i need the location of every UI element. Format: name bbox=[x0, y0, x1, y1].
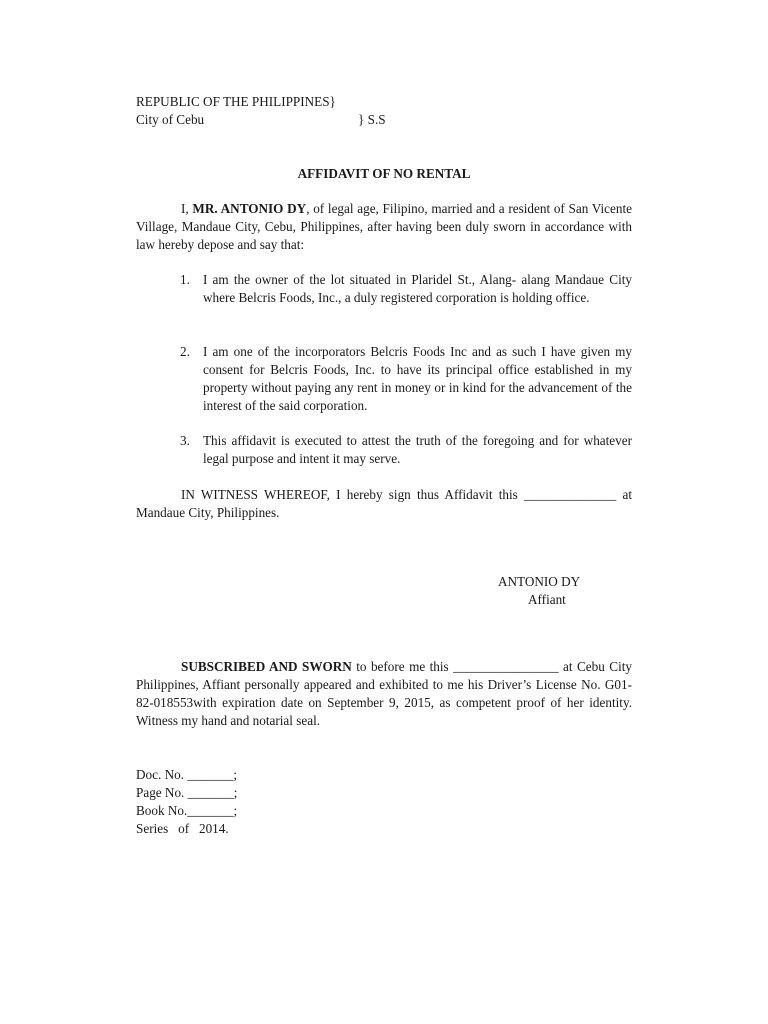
affiant-name-bold: MR. ANTONIO DY bbox=[192, 201, 307, 216]
doc-number: Doc. No. _______; bbox=[136, 767, 238, 782]
list-item-text: This affidavit is executed to attest the truth of the foregoing and for whatever legal purpose and intent it may serve. bbox=[203, 433, 632, 466]
jurat-heading: SUBSCRIBED AND SWORN bbox=[181, 659, 352, 674]
witness-paragraph: IN WITNESS WHEREOF, I hereby sign thus Affidavit this ______________ at Mandaue City, Philippines. bbox=[136, 487, 632, 520]
document-title bbox=[0, 165, 768, 183]
venue-city: City of Cebu bbox=[136, 112, 205, 127]
series-year: Series of 2014. bbox=[136, 821, 229, 836]
list-item-number: 1. bbox=[180, 272, 190, 287]
intro-paragraph bbox=[136, 200, 632, 254]
jurat-text: to before me this ________________ at Cebu City Philippines, Affiant personally appeared and exhibited to me his Driver’s License No. G01-82-018553with expiration date on September 9, 2015, as competent proof of her identity. Witness my hand and notarial seal. bbox=[136, 659, 632, 728]
venue-republic: REPUBLIC OF THE PHILIPPINES} bbox=[136, 94, 336, 109]
intro-prefix: I, bbox=[181, 201, 193, 216]
list-item bbox=[180, 271, 632, 307]
list-item-text: I am one of the incorporators Belcris Foods Inc and as such I have given my consent for Belcris Foods, Inc. to have its principal office established in my property without paying any rent in money or in kind for the advancement of the interest of the said corporation. bbox=[203, 344, 632, 413]
intro-rest: , of legal age, Filipino, married and a resident of San Vicente Village, Mandaue City, Cebu, Philippines, after having been duly sworn in accordance with law hereby depose and say that: bbox=[136, 201, 632, 252]
document-title-text: AFFIDAVIT OF NO RENTAL bbox=[297, 166, 471, 181]
book-number: Book No._______; bbox=[136, 803, 238, 818]
list-item-text: I am the owner of the lot situated in Plaridel St., Alang- alang Mandaue City where Belcris Foods, Inc., a duly registered corporation is holding office. bbox=[203, 272, 632, 305]
list-item bbox=[180, 432, 632, 468]
page-number: Page No. _______; bbox=[136, 785, 238, 800]
venue-ss: } S.S bbox=[358, 112, 386, 127]
list-item-number: 3. bbox=[180, 433, 190, 448]
list-item-number: 2. bbox=[180, 344, 190, 359]
jurat-paragraph bbox=[136, 658, 632, 730]
notarial-register bbox=[136, 766, 237, 838]
signature-name: ANTONIO DY bbox=[498, 574, 581, 589]
list-item bbox=[180, 343, 632, 415]
signature-role: Affiant bbox=[528, 592, 566, 607]
